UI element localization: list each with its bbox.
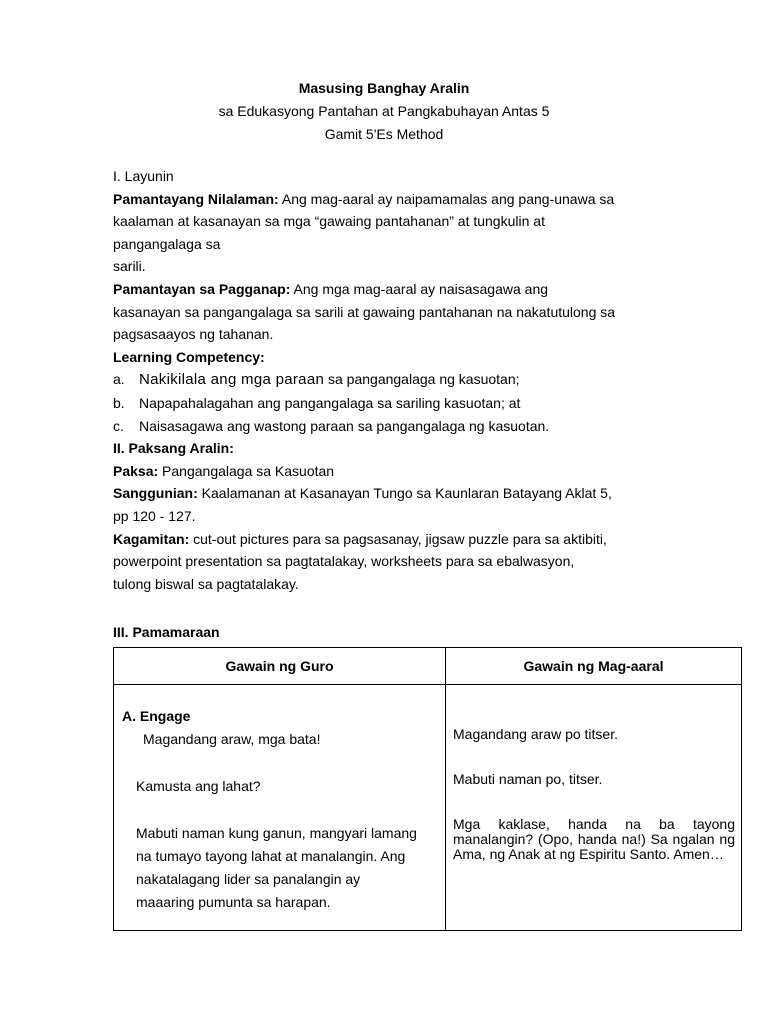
guro-line3c: nakatalagang lider sa panalangin ay — [136, 871, 361, 887]
nilalaman-line3: pangangalaga sa — [113, 235, 221, 252]
nilalaman-label: Pamantayang Nilalaman: — [113, 190, 279, 207]
nilalaman-line2: kaalaman at kasanayan sa mga “gawaing pantahanan” at tungkulin at — [113, 213, 545, 230]
kagamitan-line3: tulong biswal sa pagtatalakay. — [113, 575, 299, 592]
paksa-value: Pangangalaga sa Kasuotan — [158, 462, 335, 479]
competency-item — [113, 392, 658, 415]
kagamitan-label: Kagamitan: — [113, 530, 190, 547]
competency-marker: c. — [113, 417, 124, 434]
table-header-row — [114, 648, 742, 685]
document-body — [113, 165, 658, 595]
pamantayang-nilalaman — [113, 188, 658, 211]
pagganap-line2: kasanayan sa pangangalaga sa sarili at gawaing pantahanan na nakatutulong sa — [113, 303, 616, 320]
nilalaman-line1: Ang mag-aaral ay naipamamalas ang pang-unawa sa — [278, 190, 615, 207]
table-row — [114, 685, 742, 931]
guro-line1: Magandang araw, mga bata! — [143, 731, 321, 747]
competency-item — [113, 368, 658, 392]
kagamitan-line2: powerpoint presentation sa pagtatalakay, worksheets para sa ebalwasyon, — [113, 553, 575, 570]
document-method: Gamit 5'Es Method — [324, 126, 444, 142]
competency-label: Learning Competency: — [113, 348, 265, 365]
competency-lead: Nakikilala ang mga paraan — [139, 371, 325, 389]
column-header-mag-aaral: Gawain ng Mag-aaral — [446, 648, 742, 685]
document-header — [0, 77, 768, 146]
document-subtitle: sa Edukasyong Pantahan at Pangkabuhayan Antas 5 — [218, 103, 550, 119]
competency-item — [113, 415, 658, 438]
pagganap-line1: Ang mga mag-aaral ay naisasagawa ang — [290, 280, 549, 297]
mag-aaral-cell — [446, 685, 742, 931]
paksa-row — [113, 460, 658, 483]
sanggunian-line2: pp 120 - 127. — [113, 507, 196, 524]
guro-line2: Kamusta ang lahat? — [136, 778, 261, 794]
pamamaraan-heading: III. Pamamaraan — [113, 624, 220, 640]
paksa-label: Paksa: — [113, 462, 159, 479]
sanggunian-label: Sanggunian: — [113, 485, 198, 502]
competency-text: Naisasagawa ang wastong paraan sa pangangalaga ng kasuotan. — [139, 417, 550, 434]
guro-line3d: maaaring pumunta sa harapan. — [136, 894, 331, 910]
engage-label: A. Engage — [122, 708, 191, 724]
competency-rest: sa pangangalaga ng kasuotan; — [324, 371, 520, 388]
mag-aaral-line3: Mga kaklase, handa na ba tayong manalangin? (Opo, handa na!) Sa ngalan ng Ama, ng Anak at ng Espiritu Santo. Amen… — [453, 816, 735, 862]
layunin-heading: I. Layunin — [113, 168, 174, 184]
column-header-guro: Gawain ng Guro — [114, 648, 446, 685]
document-title: Masusing Banghay Aralin — [298, 80, 470, 96]
guro-line3b: na tumayo tayong lahat at manalangin. Ang — [136, 848, 406, 864]
mag-aaral-line2: Mabuti naman po, titser. — [453, 771, 603, 787]
pamantayan-pagganap — [113, 278, 658, 301]
kagamitan-line1: cut-out pictures para sa pagsasanay, jigsaw puzzle para sa aktibiti, — [189, 530, 607, 547]
nilalaman-line4: sarili. — [113, 258, 146, 275]
competency-marker: b. — [113, 394, 125, 411]
paksang-aralin-heading: II. Paksang Aralin: — [113, 440, 234, 457]
competency-text: Napapahalagahan ang pangangalaga sa sariling kasuotan; at — [139, 394, 521, 411]
pagganap-label: Pamantayan sa Pagganap: — [113, 280, 291, 297]
sanggunian-row — [113, 482, 658, 505]
guro-line3a: Mabuti naman kung ganun, mangyari lamang — [136, 825, 417, 841]
pagganap-line3: pagsasaayos ng tahanan. — [113, 326, 274, 343]
competency-marker: a. — [113, 371, 125, 388]
mag-aaral-line1: Magandang araw po titser. — [453, 726, 618, 742]
pamamaraan-table — [113, 647, 742, 931]
kagamitan-row — [113, 528, 658, 551]
guro-cell — [114, 685, 446, 931]
sanggunian-line1: Kaalamanan at Kasanayan Tungo sa Kaunlaran Batayang Aklat 5, — [197, 485, 612, 502]
